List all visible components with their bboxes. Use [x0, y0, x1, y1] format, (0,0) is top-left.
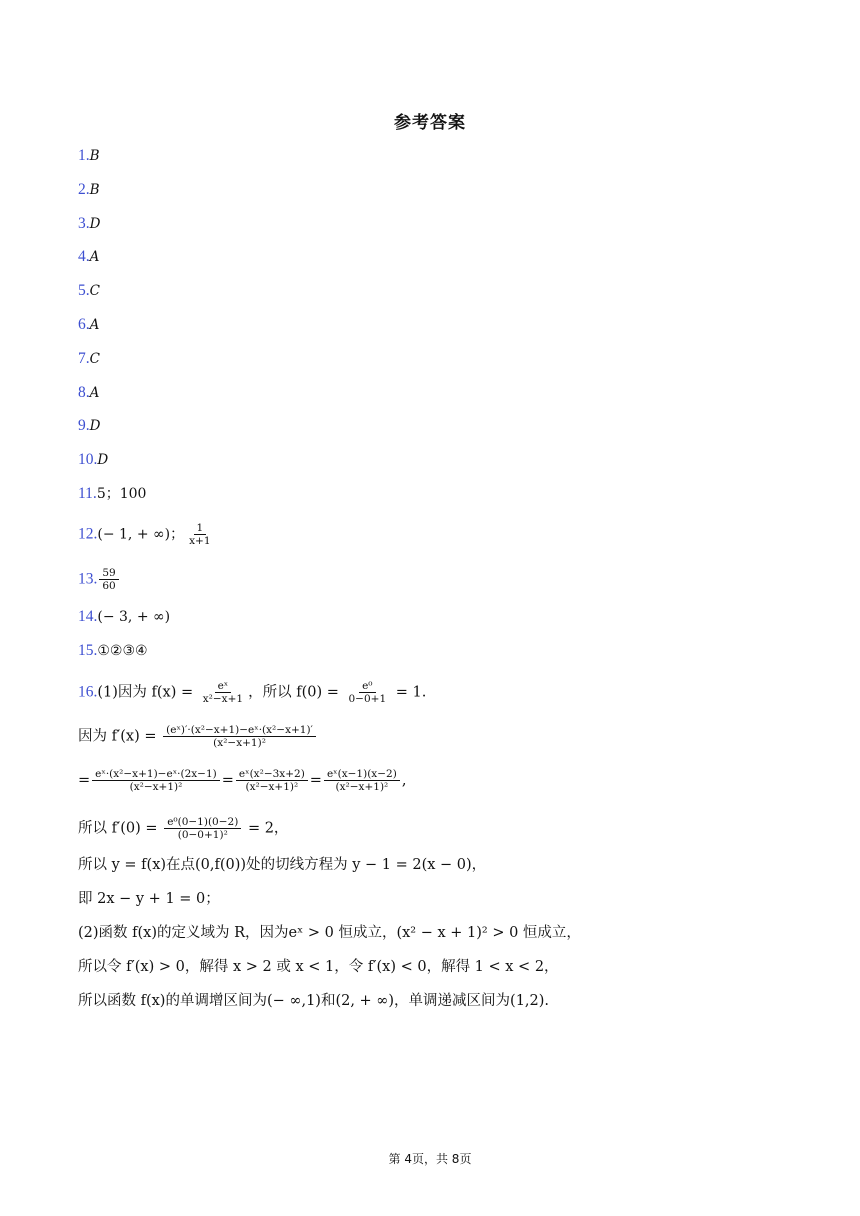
- solution-16-line-2: [78, 724, 318, 749]
- answer-15: [78, 641, 148, 661]
- answer-number: 6.: [78, 316, 90, 333]
- fraction-denominator: 0−0+1: [348, 693, 387, 705]
- answer-2: [78, 180, 100, 200]
- answer-number: 3.: [78, 215, 90, 232]
- solution-16-line-1: [78, 680, 426, 705]
- fraction-denominator: x²−x+1: [202, 693, 244, 705]
- fraction: [99, 567, 118, 592]
- answer-number: 5.: [78, 282, 90, 299]
- answer-number: 10.: [78, 451, 98, 468]
- solution-text: 因为 f′(x) =: [78, 728, 157, 745]
- answer-14: [78, 607, 170, 627]
- page-footer: 第 4页，共 8页: [388, 1152, 472, 1166]
- answer-number: 8.: [78, 384, 90, 401]
- answer-4: [78, 247, 99, 267]
- solution-16-line-5: 所以 y = f(x)在点(0,f(0))处的切线方程为 y − 1 = 2(x − 0)，: [78, 857, 487, 873]
- answer-6: [78, 315, 99, 335]
- answer-value: A: [89, 385, 100, 401]
- answer-13: [78, 567, 121, 592]
- answer-value: B: [89, 148, 100, 164]
- fraction-denominator: x+1: [189, 535, 211, 547]
- fraction-denominator: 60: [102, 580, 116, 592]
- answer-3: [78, 214, 100, 234]
- answer-11: [78, 484, 146, 504]
- answer-value: B: [89, 182, 100, 198]
- fraction-denominator: (x²−x+1)²: [129, 781, 183, 793]
- solution-text: 所以 f′(0) =: [78, 820, 158, 837]
- solution-16-line-9: 所以函数 f(x)的单调增区间为(− ∞,1)和(2, + ∞)，单调递减区间为(1,2).: [78, 993, 550, 1009]
- answer-10: [78, 450, 108, 470]
- fraction: [324, 768, 400, 793]
- solution-text: =: [78, 772, 91, 789]
- answer-value: (− 1, + ∞)；: [97, 526, 185, 543]
- answer-number: 2.: [78, 181, 90, 198]
- fraction-numerator: e⁰(0−1)(0−2): [164, 816, 241, 829]
- fraction: [92, 768, 220, 793]
- fraction-denominator: (x²−x+1)²: [213, 737, 266, 749]
- fraction-numerator: (eˣ)′·(x²−x+1)−eˣ·(x²−x+1)′: [163, 724, 316, 737]
- answer-number: 9.: [78, 417, 90, 434]
- solution-text: ，所以 f(0) =: [248, 684, 339, 701]
- answer-value: C: [89, 351, 100, 367]
- answer-number: 15.: [78, 642, 98, 659]
- fraction: [236, 768, 308, 793]
- answer-number: 14.: [78, 608, 98, 625]
- fraction-denominator: (x²−x+1)²: [245, 781, 299, 793]
- answer-value: D: [89, 216, 101, 232]
- solution-16-line-3: [78, 768, 406, 793]
- fraction-numerator: e⁰: [359, 680, 375, 693]
- answer-9: [78, 416, 100, 436]
- fraction-numerator: eˣ: [215, 680, 232, 693]
- fraction: [200, 680, 246, 705]
- answer-number: 11.: [78, 485, 97, 502]
- solution-16-line-8: 所以令 f′(x) > 0，解得 x > 2 或 x < 1，令 f′(x) < 0，解得 1 < x < 2，: [78, 959, 559, 975]
- answer-value: D: [97, 452, 109, 468]
- answer-value: A: [89, 249, 100, 265]
- solution-16-line-7: (2)函数 f(x)的定义域为 R，因为eˣ > 0 恒成立，(x² − x + 1)² > 0 恒成立，: [78, 925, 581, 941]
- fraction-numerator: 1: [194, 522, 207, 535]
- answer-value: D: [89, 418, 101, 434]
- solution-text: (1)因为 f(x) =: [97, 684, 194, 701]
- answer-value: (− 3, + ∞): [97, 609, 171, 625]
- answer-number: 4.: [78, 248, 90, 265]
- answer-value: A: [89, 317, 100, 333]
- answer-8: [78, 383, 99, 403]
- fraction-numerator: eˣ(x−1)(x−2): [324, 768, 400, 781]
- fraction-numerator: eˣ(x²−3x+2): [236, 768, 308, 781]
- answer-number: 16.: [78, 683, 98, 701]
- fraction: [163, 724, 316, 749]
- fraction-numerator: 59: [99, 567, 118, 580]
- answer-number: 7.: [78, 350, 90, 367]
- fraction-denominator: (x²−x+1)²: [335, 781, 389, 793]
- answer-number: 1.: [78, 147, 90, 164]
- solution-text: ,: [401, 772, 407, 789]
- fraction: [164, 816, 241, 841]
- answer-value: C: [89, 283, 100, 299]
- solution-text: = 2，: [247, 820, 289, 837]
- fraction: [345, 680, 389, 705]
- answer-number: 13.: [78, 570, 98, 588]
- fraction-numerator: eˣ·(x²−x+1)−eˣ·(2x−1): [92, 768, 220, 781]
- answer-5: [78, 281, 100, 301]
- answer-1: [78, 146, 100, 166]
- answer-value: 5；100: [96, 486, 147, 502]
- solution-text: =: [221, 772, 234, 789]
- solution-text: = 1.: [395, 684, 427, 701]
- answer-number: 12.: [78, 525, 98, 543]
- solution-text: =: [309, 772, 322, 789]
- answer-12: [78, 522, 216, 547]
- fraction: [186, 522, 213, 547]
- fraction-denominator: (0−0+1)²: [177, 829, 228, 841]
- answer-value: ①②③④: [97, 643, 148, 659]
- answer-7: [78, 349, 100, 369]
- solution-16-line-6: 即 2x − y + 1 = 0；: [78, 891, 220, 907]
- page-title: 参考答案: [394, 113, 466, 133]
- solution-16-line-4: [78, 816, 288, 841]
